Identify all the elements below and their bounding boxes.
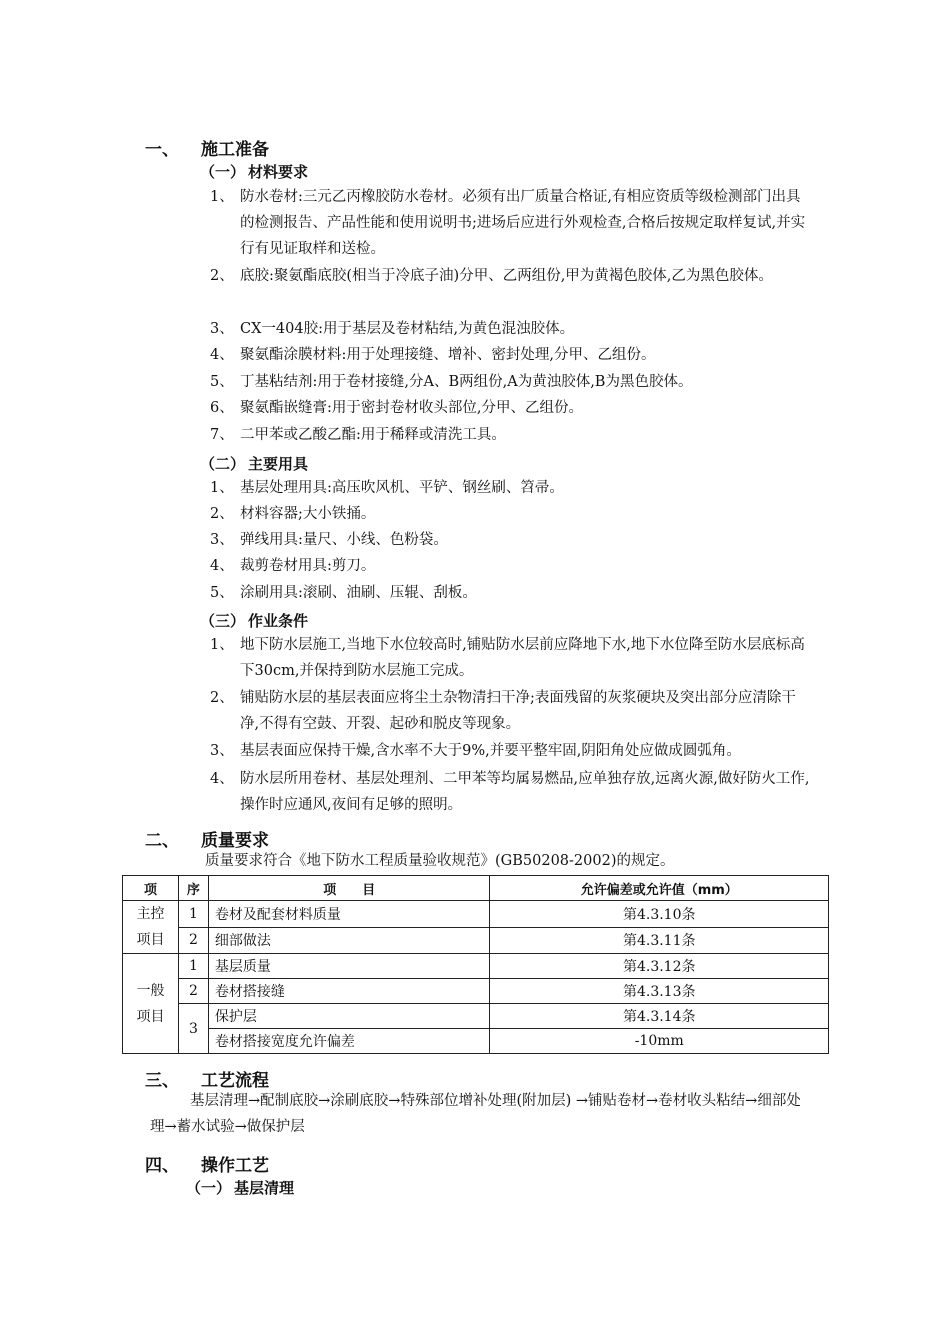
group-main-control: 主控项目: [123, 901, 179, 954]
list-item: 4、 聚氨酯涂膜材料:用于处理接缝、增补、密封处理,分甲、乙组份。: [210, 347, 656, 363]
quality-intro: 质量要求符合《地下防水工程质量验收规范》(GB50208-2002)的规定。: [205, 853, 675, 869]
list-item: 4、 防水层所用卷材、基层处理剂、二甲苯等均属易燃品,应单独存放,远离火源,做好防火工作,操作时应通风,夜间有足够的照明。: [210, 771, 810, 813]
process-flow: 基层清理→配制底胶→涂刷底胶→特殊部位增补处理(附加层) →铺贴卷材→卷材收头粘结→细部处理→蓄水试验→做保护层: [150, 1093, 801, 1135]
list-item: 5、 涂刷用具:滚刷、油刷、压辊、刮板。: [210, 585, 477, 601]
subsection-1-1-heading: （一） 材料要求: [200, 163, 309, 181]
section-1-heading: [145, 135, 269, 160]
header-category: 项: [123, 876, 179, 901]
list-item: 3、 CX一404胶:用于基层及卷材粘结,为黄色混浊胶体。: [210, 321, 575, 337]
subsection-1-2-heading: （二） 主要用具: [200, 455, 309, 473]
list-item: 2、 材料容器;大小铁捅。: [210, 506, 376, 522]
list-item: 3、 基层表面应保持干燥,含水率不大于9%,并要平整牢固,阴阳角处应做成圆弧角。: [210, 743, 741, 759]
group-general: 一般项目: [123, 954, 179, 1054]
table-row: 卷材搭接宽度允许偏差 -10mm: [123, 1029, 829, 1054]
list-item: 1、 防水卷材:三元乙丙橡胶防水卷材。必须有出厂质量合格证,有相应资质等级检测部门出具的检测报告、产品性能和使用说明书;进场后应进行外观检查,合格后按规定取样复试,并实行有见证取样和送检。: [210, 189, 806, 257]
table-row: 主控项目 1 卷材及配套材料质量 第4.3.10条: [123, 901, 829, 928]
section-1-number: 一、: [145, 140, 179, 160]
list-item: 5、 丁基粘结剂:用于卷材接缝,分A、B两组份,A为黄浊胶体,B为黑色胶体。: [210, 374, 693, 390]
list-item: 2、 铺贴防水层的基层表面应将尘土杂物清扫干净;表面残留的灰浆硬块及突出部分应清除干净,不得有空鼓、开裂、起砂和脱皮等现象。: [210, 690, 796, 732]
table-row: 3 保护层 第4.3.14条: [123, 1004, 829, 1029]
section-1-title: 施工准备: [201, 140, 269, 160]
table-row: 2 卷材搭接缝 第4.3.13条: [123, 979, 829, 1004]
section-2-heading: 二、 质量要求: [145, 831, 269, 851]
table-header-row: [123, 876, 829, 901]
quality-table: [122, 875, 829, 1054]
list-item: 1、 地下防水层施工,当地下水位较高时,铺贴防水层前应降地下水,地下水位降至防水层底标高下30cm,并保持到防水层施工完成。: [210, 637, 805, 679]
section-4-heading: 四、 操作工艺: [145, 1156, 269, 1176]
list-item: 2、 底胶:聚氨酯底胶(相当于冷底子油)分甲、乙两组份,甲为黄褐色胶体,乙为黑色胶体。: [210, 268, 773, 284]
list-item: 7、 二甲苯或乙酸乙酯:用于稀释或清洗工具。: [210, 427, 506, 443]
list-item: 3、 弹线用具:量尺、小线、色粉袋。: [210, 532, 448, 548]
header-item: 项 目: [208, 876, 490, 901]
subsection-1-3-heading: （三） 作业条件: [200, 612, 309, 630]
section-3-heading: 三、 工艺流程: [145, 1071, 269, 1091]
list-item: 1、 基层处理用具:高压吹风机、平铲、钢丝刷、笤帚。: [210, 480, 564, 496]
table-row: 一般项目 1 基层质量 第4.3.12条: [123, 954, 829, 979]
subsection-4-1-heading: （一） 基层清理: [186, 1179, 295, 1197]
table-row: 2 细部做法 第4.3.11条: [123, 927, 829, 954]
list-item: 4、 裁剪卷材用具:剪刀。: [210, 558, 376, 574]
list-item: 6、 聚氨酯嵌缝膏:用于密封卷材收头部位,分甲、乙组份。: [210, 400, 583, 416]
header-value: 允许偏差或允许值（mm）: [490, 876, 829, 901]
header-seq: 序: [178, 876, 208, 901]
